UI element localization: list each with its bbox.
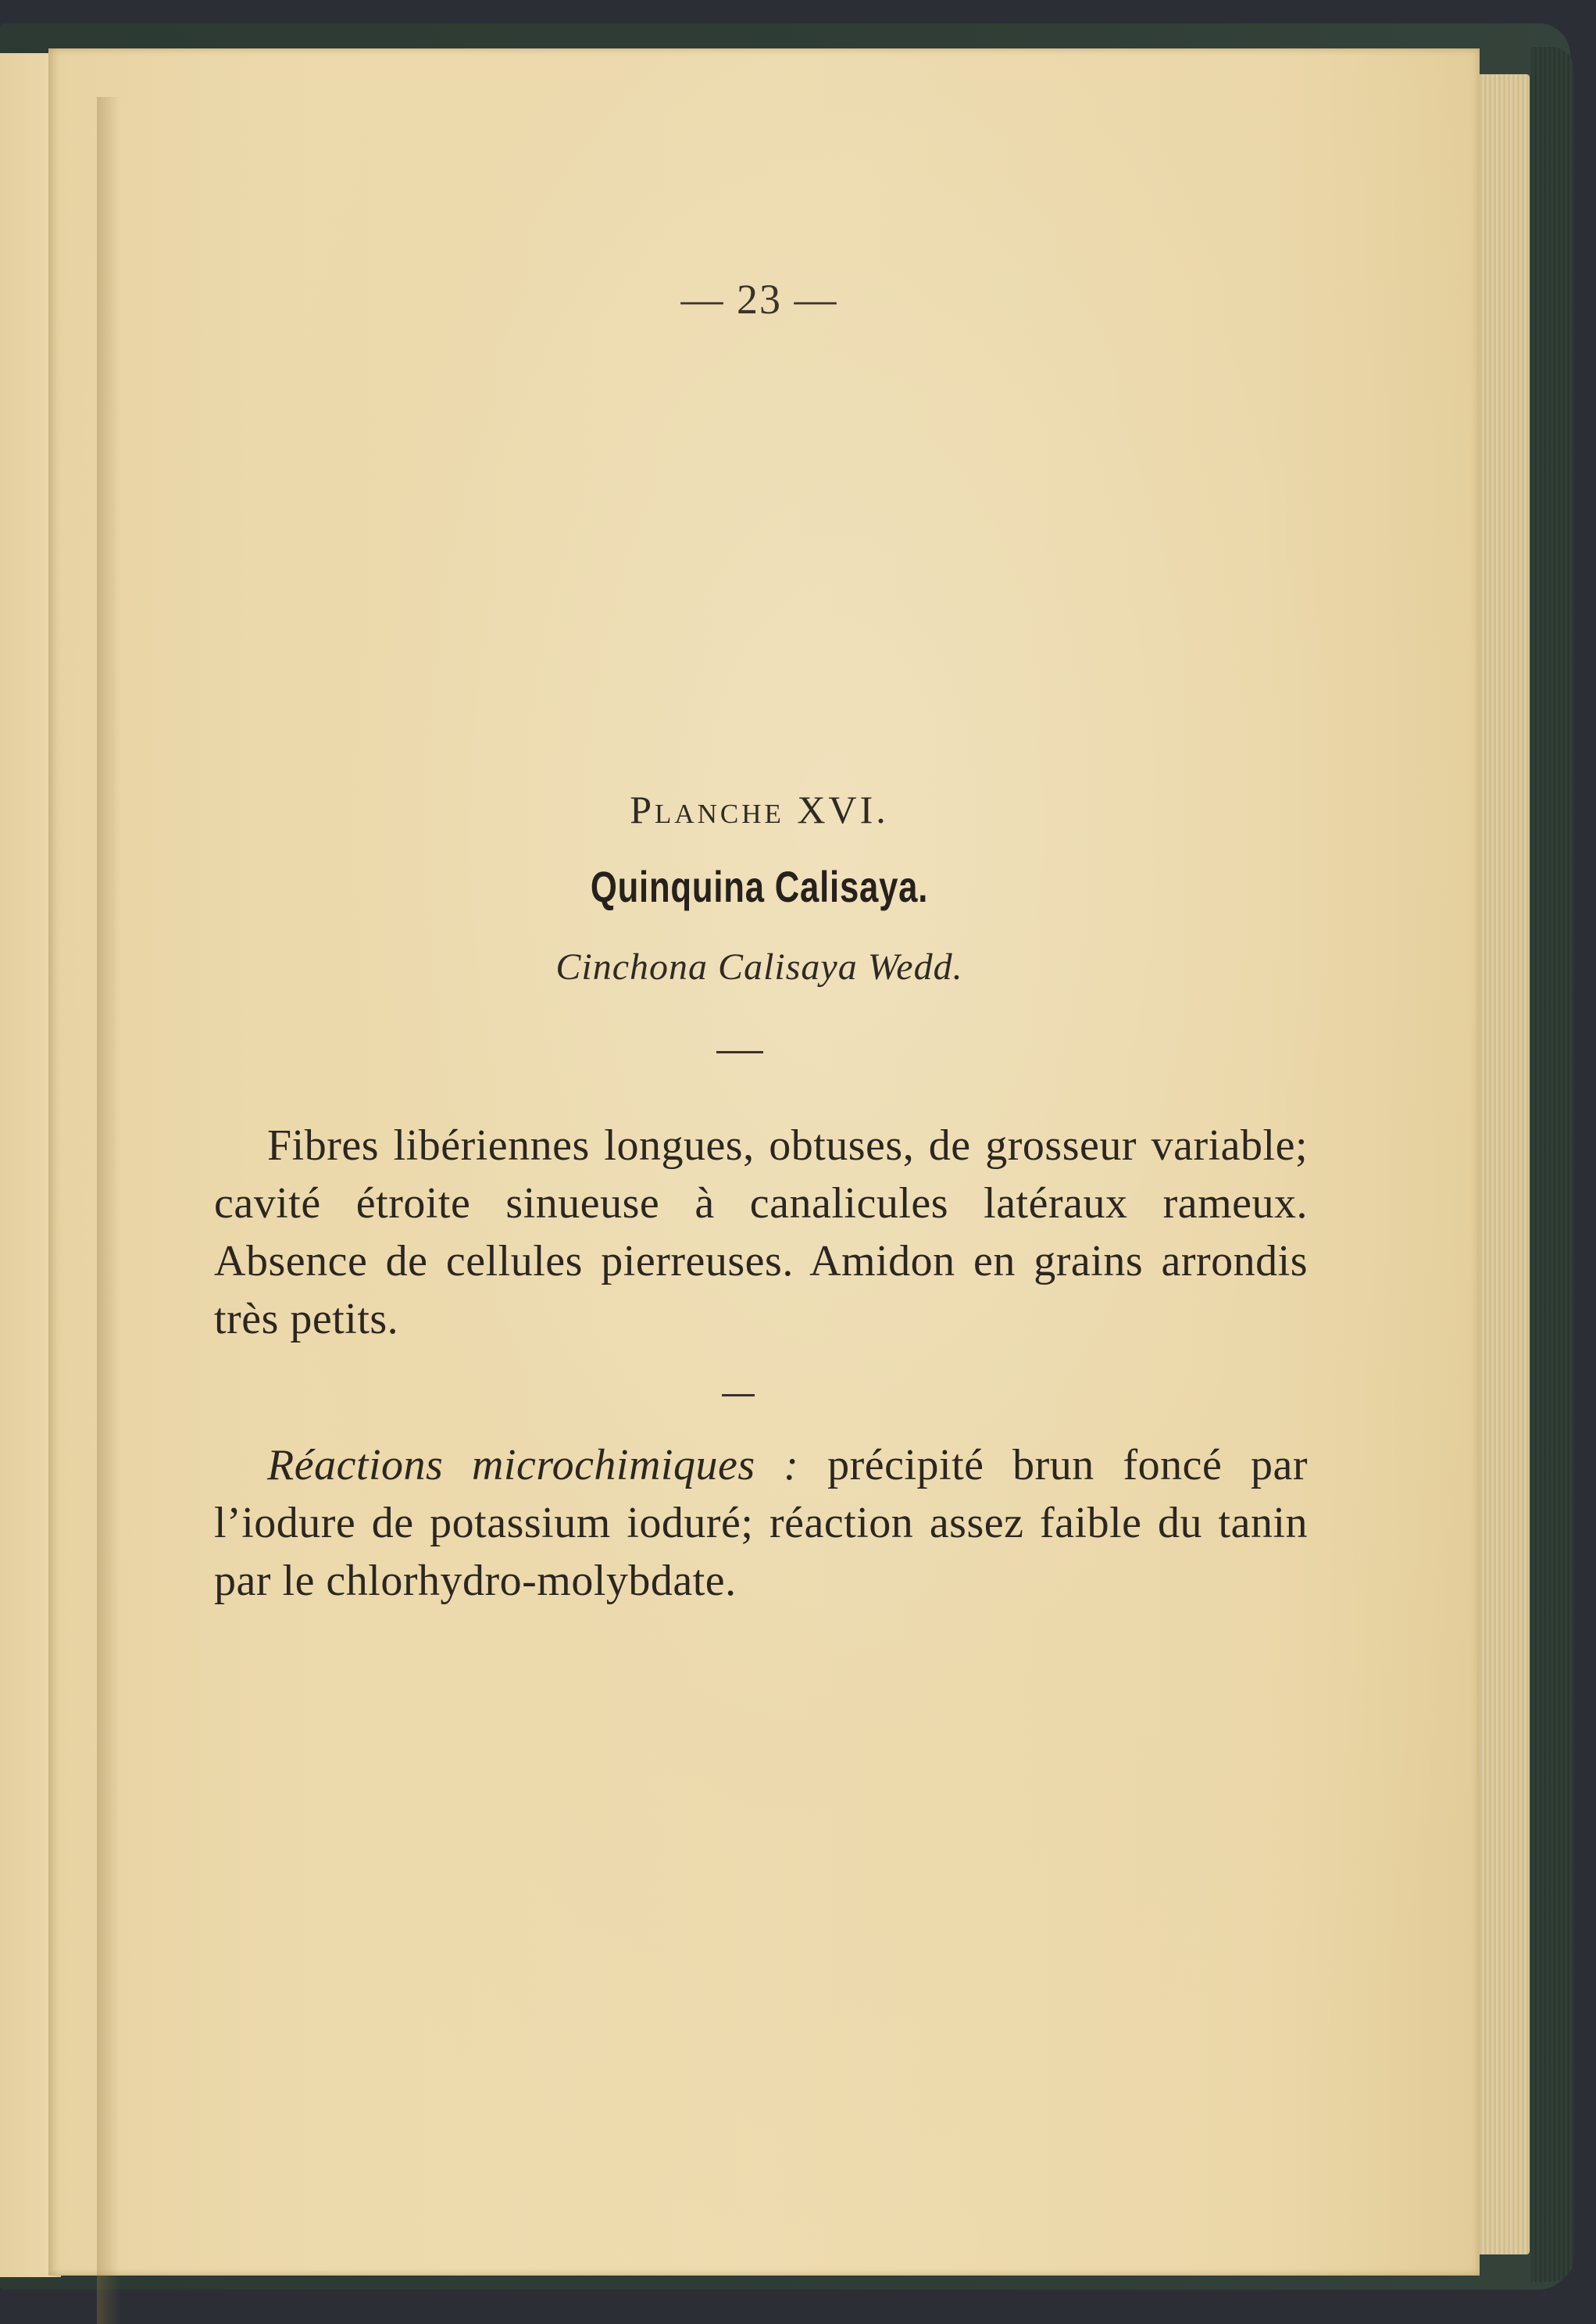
reactions-label: Réactions microchimiques : bbox=[267, 1441, 799, 1489]
plate-heading: Planche XVI. bbox=[630, 788, 889, 831]
book-page bbox=[48, 48, 1480, 2276]
separator-rule bbox=[716, 1051, 763, 1053]
reactions-text: précipité brun foncé par l’iodure de potassium ioduré; réaction assez faible du tanin par le chlorhydro-molybdate. bbox=[214, 1441, 1308, 1605]
book-cover-edge bbox=[1531, 47, 1574, 2282]
page-number: — 23 — bbox=[680, 276, 838, 323]
spine-shadow bbox=[97, 97, 120, 2324]
reactions-paragraph bbox=[214, 1436, 1308, 1610]
separator-rule bbox=[722, 1394, 755, 1396]
title: Quinquina Calisaya. bbox=[590, 862, 929, 911]
subtitle: Cinchona Calisaya Wedd. bbox=[555, 946, 963, 988]
description-paragraph: Fibres libériennes longues, obtuses, de grosseur variable; cavité étroite sinueuse à canalicules latéraux rameux. Absence de cellules pierreuses. Amidon en grains arrondis très petits. bbox=[214, 1121, 1308, 1343]
